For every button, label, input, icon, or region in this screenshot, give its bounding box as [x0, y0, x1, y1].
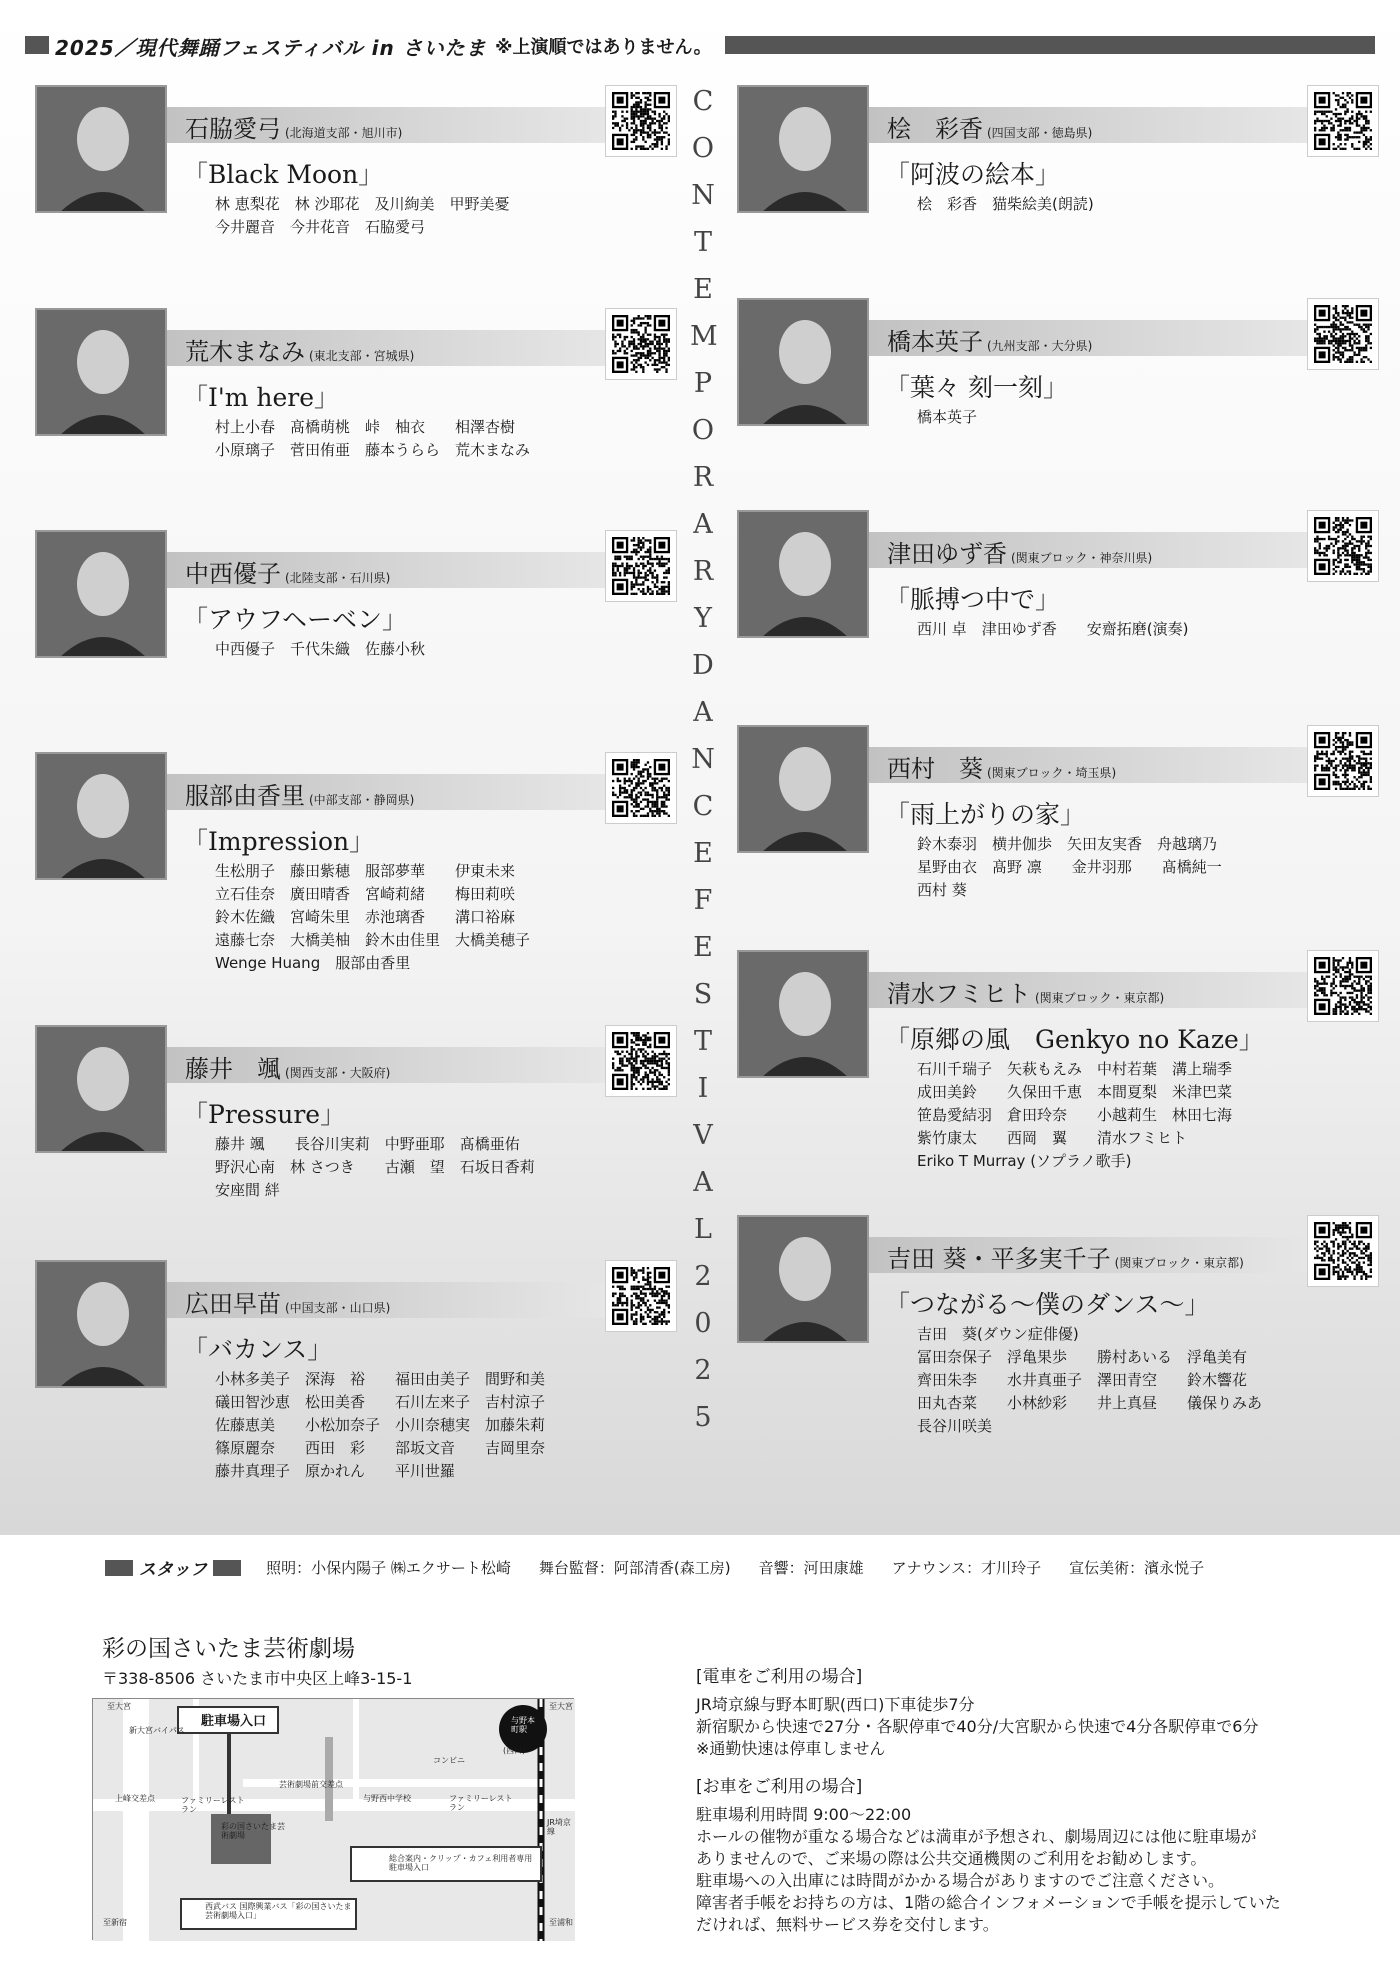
- vertical-title-letter: E: [693, 838, 713, 869]
- vertical-title-letter: E: [693, 274, 713, 305]
- train-info: JR埼京線与野本町駅(西口)下車徒歩7分 新宿駅から快速で27分・各駅停車で40分/大宮駅から快速で4分各駅停車で6分 ※通勤快速は停車しません: [696, 1695, 1259, 1758]
- performer-photo: [737, 725, 869, 853]
- qr-code-graphic: [612, 1267, 670, 1325]
- choreographer-name: [185, 109, 402, 144]
- work-title: 「原郷の風 Genkyo no Kaze」: [885, 1025, 1264, 1054]
- performer-photo: [35, 530, 167, 658]
- choreographer-name-text: 服部由香里: [185, 782, 305, 810]
- map-label: ファミリーレストラン: [449, 1794, 513, 1812]
- qr-code[interactable]: [605, 85, 677, 157]
- work-title: 「Pressure」: [183, 1100, 346, 1129]
- work-title: 「Impression」: [183, 827, 375, 856]
- staff-item: 照明：小保内陽子 ㈱エクサート松崎: [266, 1559, 511, 1577]
- map-label: 上峰交差点: [115, 1794, 155, 1803]
- work-title: 「アウフヘーベン」: [183, 605, 408, 634]
- choreographer-name: [887, 1239, 1244, 1274]
- order-note: ※上演順ではありません。: [495, 37, 712, 58]
- staff-item: アナウンス：才川玲子: [891, 1559, 1042, 1577]
- map-label: 与野本町駅: [511, 1716, 535, 1734]
- vertical-title-letter: R: [692, 462, 714, 493]
- choreographer-name: [887, 534, 1152, 569]
- map-label: 芸術劇場前交差点: [279, 1780, 343, 1789]
- header-block: [25, 36, 49, 54]
- map-label: 至新宿: [103, 1918, 127, 1927]
- performer-photo: [35, 752, 167, 880]
- vertical-title-letter: 2: [694, 1355, 712, 1386]
- vertical-title-letter: N: [691, 744, 715, 775]
- staff-items: [266, 1557, 1232, 1578]
- map-label: コンビニ: [433, 1756, 465, 1765]
- performer-photo: [35, 1025, 167, 1153]
- work-title: 「つながる〜僕のダンス〜」: [885, 1290, 1210, 1319]
- vertical-title-letter: E: [693, 932, 713, 963]
- staff-block-right: [213, 1560, 241, 1576]
- map-label: 至大宮: [549, 1702, 573, 1711]
- choreographer-name-text: 橋本英子: [887, 328, 983, 356]
- header: [25, 32, 1375, 60]
- qr-code-graphic: [612, 1032, 670, 1090]
- car-heading: [お車をご利用の場合]: [696, 1777, 863, 1797]
- vertical-title-letter: D: [692, 650, 714, 681]
- work-title: 「I'm here」: [183, 383, 340, 412]
- choreographer-name: [185, 332, 414, 367]
- region-label: (九州支部・大分県): [987, 339, 1093, 353]
- venue-name: 彩の国さいたま芸術劇場: [102, 1636, 355, 1662]
- qr-code-graphic: [612, 315, 670, 373]
- choreographer-name-text: 藤井 颯: [185, 1055, 281, 1083]
- vertical-title-letter: F: [693, 885, 713, 916]
- performer-photo: [35, 308, 167, 436]
- vertical-title-letter: R: [692, 556, 714, 587]
- staff-label: スタッフ: [139, 1560, 207, 1580]
- performer-photo: [737, 510, 869, 638]
- qr-code[interactable]: [1307, 85, 1379, 157]
- region-label: (関東ブロック・東京都): [1035, 991, 1165, 1005]
- choreographer-name: [887, 749, 1116, 784]
- vertical-title-letter: I: [697, 1073, 709, 1104]
- qr-code[interactable]: [1307, 950, 1379, 1022]
- work-title: 「雨上がりの家」: [885, 800, 1086, 829]
- choreographer-name-text: 吉田 葵・平多実千子: [887, 1245, 1111, 1273]
- staff-item: 音響：河田康雄: [758, 1559, 864, 1577]
- region-label: (関東ブロック・神奈川県): [1011, 551, 1153, 565]
- vertical-title-letter: Y: [694, 603, 712, 634]
- vertical-title-letter: C: [692, 86, 714, 117]
- qr-code-graphic: [1314, 305, 1372, 363]
- choreographer-name: [185, 776, 414, 811]
- choreographer-name-text: 広田早苗: [185, 1290, 281, 1318]
- qr-code-graphic: [1314, 732, 1372, 790]
- qr-code-graphic: [612, 759, 670, 817]
- choreographer-name-text: 西村 葵: [887, 755, 983, 783]
- vertical-title-letter: T: [693, 1026, 712, 1057]
- vertical-festival-title: [690, 78, 716, 1441]
- performer-photo: [737, 950, 869, 1078]
- map-label: 駐車場入口: [201, 1714, 267, 1729]
- cast-list: 生松朋子 藤田紫穂 服部夢華 伊東未来 立石佳奈 廣田晴香 宮崎莉緒 梅田莉咲 鈴木佐織 宮崎朱里 赤池璃香 溝口裕麻 遠藤七奈 大橋美柚 鈴木由佳里 大橋美穂子 Wenge Huang 服部由香里: [215, 862, 531, 972]
- region-label: (関東ブロック・埼玉県): [987, 766, 1117, 780]
- vertical-title-letter: O: [691, 415, 715, 446]
- qr-code-graphic: [1314, 1222, 1372, 1280]
- vertical-title-letter: T: [693, 227, 712, 258]
- work-title: 「阿波の絵本」: [885, 160, 1061, 189]
- qr-code[interactable]: [605, 752, 677, 824]
- region-label: (中国支部・山口県): [285, 1301, 391, 1315]
- vertical-title-letter: 0: [694, 1308, 712, 1339]
- region-label: (北海道支部・旭川市): [285, 126, 403, 140]
- qr-code[interactable]: [605, 1260, 677, 1332]
- performer-photo: [35, 1260, 167, 1388]
- map-label: ファミリーレストラン: [181, 1796, 245, 1814]
- choreographer-name: [887, 322, 1092, 357]
- vertical-title-letter: A: [693, 509, 713, 540]
- choreographer-name-text: 荒木まなみ: [185, 338, 305, 366]
- vertical-title-letter: 2: [694, 1261, 712, 1292]
- staff-credits: [105, 1555, 1385, 1583]
- performer-photo: [35, 85, 167, 213]
- vertical-title-letter: V: [693, 1120, 713, 1151]
- map-label: 新大宮バイパス: [129, 1726, 185, 1735]
- car-info: 駐車場利用時間 9:00〜22:00 ホールの催物が重なる場合などは満車が予想され、劇場周辺には他に駐車場が ありませんので、ご来場の際は公共交通機関のご利用をお勧めします。 駐車場への入出庫には時間がかかる場合がありますのでご注意ください。 障害者手帳をお持ちの方は、1階の総合インフォメーションで手帳を提示していた だければ、無料サービス券を交付します。: [696, 1805, 1281, 1934]
- map-label: 彩の国さいたま芸術劇場: [221, 1822, 285, 1840]
- choreographer-name: [185, 1049, 390, 1084]
- cast-list: 鈴木泰羽 横井伽歩 矢田友実香 舟越璃乃 星野由衣 髙野 凛 金井羽那 髙橋純一 西村 葵: [917, 835, 1222, 899]
- staff-item: 宣伝美術：濱永悦子: [1069, 1559, 1205, 1577]
- qr-code-graphic: [612, 537, 670, 595]
- choreographer-name: [887, 109, 1092, 144]
- vertical-title-letter: A: [693, 1167, 713, 1198]
- cast-list: 西川 卓 津田ゆず香 安齋拓磨(演奏): [917, 620, 1189, 638]
- qr-code[interactable]: [1307, 725, 1379, 797]
- qr-code[interactable]: [1307, 1215, 1379, 1287]
- vertical-title-letter: L: [694, 1214, 712, 1245]
- work-title: 「バカンス」: [183, 1335, 333, 1364]
- cast-list: 藤井 颯 長谷川実莉 中野亜耶 髙橋亜佑 野沢心南 林 さつき 古瀬 望 石坂日香莉 安座間 絆: [215, 1135, 535, 1199]
- cast-list: 吉田 葵(ダウン症俳優) 冨田奈保子 浮亀果歩 勝村あいる 浮亀美有 齊田朱李 水井真亜子 澤田青空 鈴木響花 田丸杏菜 小林紗彩 井上真昼 儀保りみあ 長谷川咲美: [917, 1325, 1263, 1435]
- qr-code[interactable]: [1307, 298, 1379, 370]
- region-label: (中部支部・静岡県): [309, 793, 415, 807]
- header-bar: [725, 36, 1375, 54]
- qr-code-graphic: [1314, 957, 1372, 1015]
- work-title: 「葉々 刻一刻」: [885, 373, 1068, 402]
- cast-list: 桧 彩香 猫柴絵美(朗読): [917, 195, 1094, 213]
- map-label: JR埼京線: [547, 1818, 571, 1836]
- performer-photo: [737, 298, 869, 426]
- vertical-title-letter: N: [691, 180, 715, 211]
- cast-list: 林 恵梨花 林 沙耶花 及川絢美 甲野美憂 今井麗音 今井花音 石脇愛弓: [215, 195, 510, 236]
- choreographer-name-text: 石脇愛弓: [185, 115, 281, 143]
- choreographer-name-text: 清水フミヒト: [887, 980, 1031, 1008]
- qr-code[interactable]: [605, 530, 677, 602]
- map-label: 至大宮: [107, 1702, 131, 1711]
- work-title: 「Black Moon」: [183, 160, 384, 189]
- region-label: (関西支部・大阪府): [285, 1066, 391, 1080]
- qr-code[interactable]: [1307, 510, 1379, 582]
- vertical-title-letter: O: [691, 133, 715, 164]
- qr-code-graphic: [1314, 92, 1372, 150]
- venue-address: 〒338-8506 さいたま市中央区上峰3-15-1: [102, 1669, 413, 1688]
- cast-list: 村上小春 髙橋萌桃 峠 柚衣 相澤杏樹 小原璃子 菅田侑亜 藤本うらら 荒木まなみ: [215, 418, 531, 459]
- qr-code[interactable]: [605, 1025, 677, 1097]
- vertical-title-letter: M: [690, 321, 718, 352]
- performer-photo: [737, 1215, 869, 1343]
- work-title: 「脈搏つ中で」: [885, 585, 1061, 614]
- staff-block-left: [105, 1560, 133, 1576]
- vertical-title-letter: A: [693, 697, 713, 728]
- map-label: 西武バス 国際興業バス「彩の国さいたま芸術劇場入口」: [205, 1902, 352, 1920]
- qr-code-graphic: [1314, 517, 1372, 575]
- staff-item: 舞台監督：阿部清香(森工房): [538, 1559, 731, 1577]
- performer-photo: [737, 85, 869, 213]
- choreographer-name: [185, 554, 390, 589]
- cast-list: 石川千瑞子 矢萩もえみ 中村若葉 溝上瑞季 成田美鈴 久保田千恵 本間夏梨 米津巴菜 笹島愛結羽 倉田玲奈 小越莉生 林田七海 紫竹康太 西岡 翼 清水フミヒト Eriko T Murray (ソプラノ歌手): [917, 1060, 1233, 1170]
- region-label: (東北支部・宮城県): [309, 349, 415, 363]
- choreographer-name-text: 中西優子: [185, 560, 281, 588]
- cast-list: 中西優子 千代朱織 佐藤小秋: [215, 640, 426, 658]
- access-map: [92, 1698, 574, 1940]
- region-label: (関東ブロック・東京都): [1114, 1256, 1244, 1270]
- cast-list: 橋本英子: [917, 408, 978, 426]
- region-label: (北陸支部・石川県): [285, 571, 391, 585]
- qr-code[interactable]: [605, 308, 677, 380]
- choreographer-name-text: 津田ゆず香: [887, 540, 1007, 568]
- vertical-title-letter: S: [693, 979, 713, 1010]
- vertical-title-letter: 5: [694, 1402, 712, 1433]
- map-label: 至浦和: [549, 1918, 573, 1927]
- choreographer-name-text: 桧 彩香: [887, 115, 983, 143]
- map-label: 総合案内・クリップ・カフェ利用者専用駐車場入口: [389, 1854, 533, 1872]
- qr-code-graphic: [612, 92, 670, 150]
- vertical-title-letter: C: [692, 791, 714, 822]
- page-title: 2025／現代舞踊フェスティバル in さいたま: [55, 36, 487, 60]
- map-label: 与野西中学校: [363, 1794, 411, 1803]
- region-label: (四国支部・徳島県): [987, 126, 1093, 140]
- cast-list: 小林多美子 深海 裕 福田由美子 間野和美 礒田智沙恵 松田美香 石川左来子 吉村涼子 佐藤恵美 小松加奈子 小川奈穂実 加藤朱莉 篠原麗奈 西田 彩 部坂文音 吉岡里奈 藤井真理子 原かれん 平川世羅: [215, 1370, 546, 1480]
- vertical-title-letter: P: [693, 368, 713, 399]
- choreographer-name: [887, 974, 1164, 1009]
- map-label: (西口): [503, 1746, 526, 1755]
- train-heading: [電車をご利用の場合]: [696, 1667, 863, 1687]
- choreographer-name: [185, 1284, 390, 1319]
